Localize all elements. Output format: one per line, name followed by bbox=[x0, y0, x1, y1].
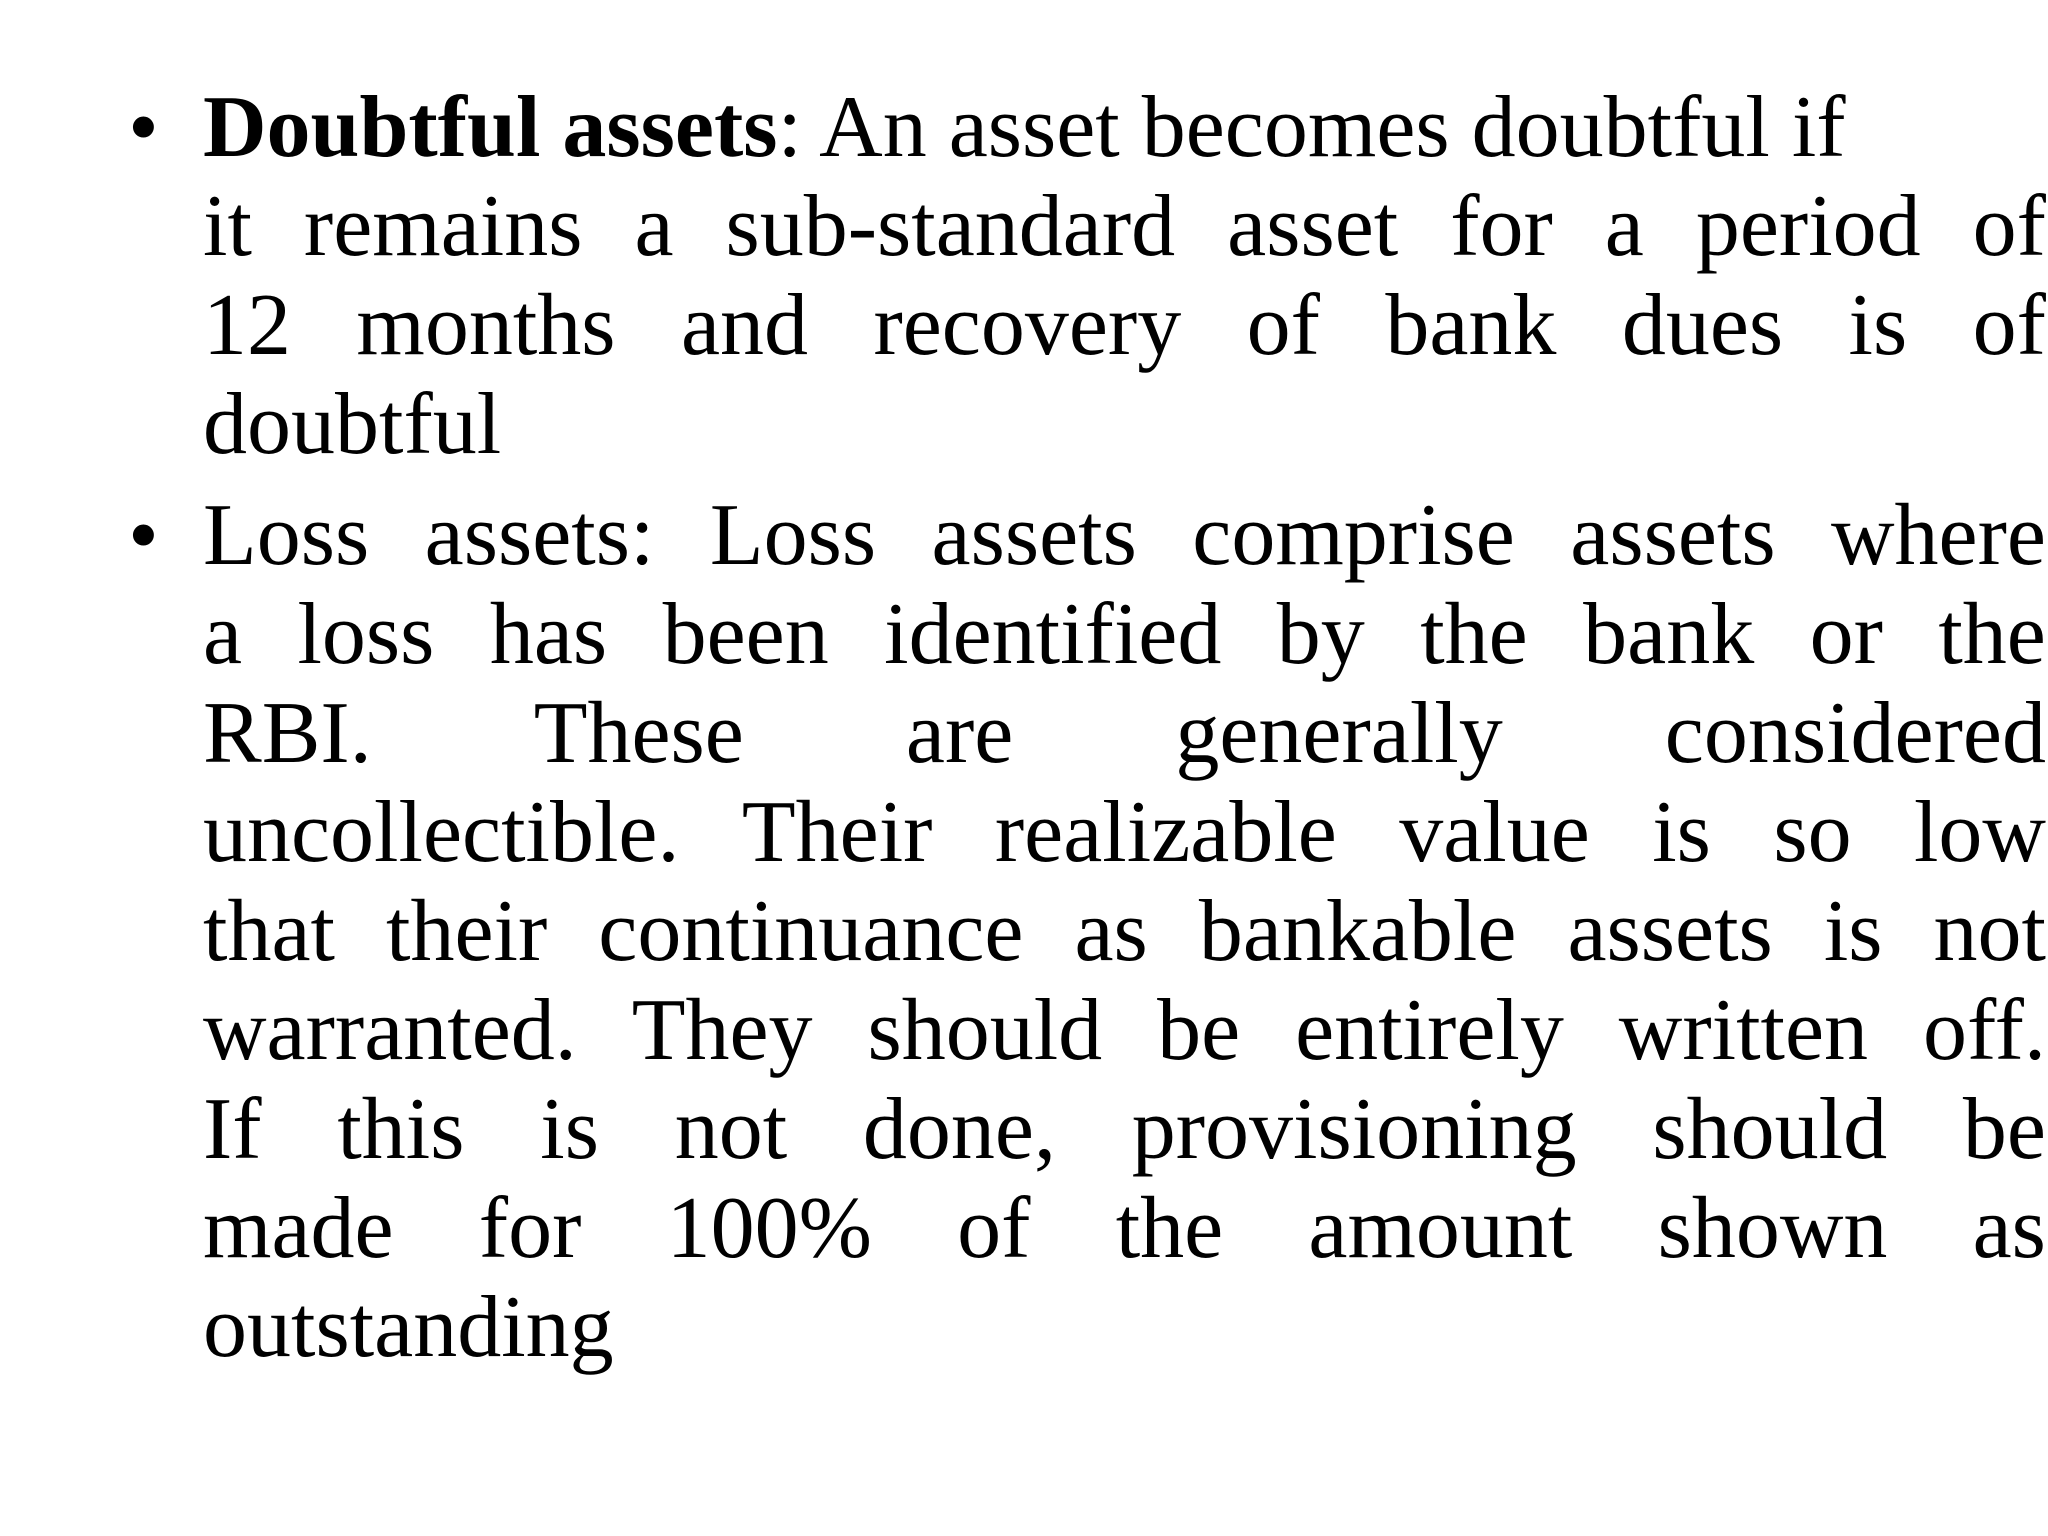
text-line bbox=[203, 684, 2046, 783]
word: Loss bbox=[709, 487, 877, 584]
word: amount bbox=[1308, 1180, 1573, 1277]
word: period bbox=[1695, 178, 1921, 275]
word: uncollectible. bbox=[203, 784, 680, 881]
word: as bbox=[1972, 1180, 2046, 1277]
text-line-last bbox=[203, 1278, 1948, 1377]
word: Loss bbox=[203, 487, 370, 584]
text-line bbox=[203, 177, 2046, 276]
word: not bbox=[1933, 883, 2046, 980]
bullet-icon: • bbox=[128, 487, 159, 584]
word: continuance bbox=[598, 883, 1024, 980]
word: of bbox=[1246, 277, 1320, 374]
word: made bbox=[203, 1180, 394, 1277]
term-description: : An asset becomes doubtful if bbox=[777, 79, 1846, 176]
text-line bbox=[203, 1080, 2046, 1179]
word: 12 bbox=[203, 277, 291, 374]
word: low bbox=[1913, 784, 2046, 881]
word: for bbox=[478, 1180, 582, 1277]
word: shown bbox=[1657, 1180, 1888, 1277]
word: outstanding bbox=[203, 1279, 614, 1376]
word: bank bbox=[1385, 277, 1557, 374]
word: entirely bbox=[1295, 982, 1564, 1079]
word: where bbox=[1831, 487, 2046, 584]
word: off. bbox=[1922, 982, 2046, 1079]
word: is bbox=[1848, 277, 1908, 374]
word: assets bbox=[1567, 883, 1773, 980]
word: If bbox=[203, 1081, 262, 1178]
word: for bbox=[1450, 178, 1553, 275]
text-line bbox=[203, 486, 2046, 585]
word: warranted. bbox=[203, 982, 577, 1079]
word: RBI. bbox=[203, 685, 372, 782]
word: it bbox=[203, 178, 252, 275]
word: assets bbox=[931, 487, 1137, 584]
word: provisioning bbox=[1131, 1081, 1577, 1178]
word: 100% bbox=[666, 1180, 872, 1277]
word: identified bbox=[884, 586, 1222, 683]
text-line bbox=[203, 981, 2046, 1080]
word: are bbox=[905, 685, 1014, 782]
word: their bbox=[386, 883, 548, 980]
word: assets bbox=[1570, 487, 1776, 584]
word: is bbox=[540, 1081, 599, 1178]
bullet-list bbox=[118, 78, 2046, 1389]
word: doubtful bbox=[203, 376, 502, 473]
word: realizable bbox=[994, 784, 1337, 881]
word: Their bbox=[741, 784, 933, 881]
text-line bbox=[203, 585, 2046, 684]
word: remains bbox=[303, 178, 583, 275]
word: been bbox=[662, 586, 829, 683]
text-line bbox=[203, 882, 2046, 981]
word: of bbox=[1972, 277, 2046, 374]
word: a bbox=[634, 178, 674, 275]
word: They bbox=[631, 982, 813, 1079]
bullet-item-doubtful-assets bbox=[118, 78, 2046, 474]
word: a bbox=[1604, 178, 1644, 275]
word: the bbox=[1115, 1180, 1224, 1277]
word: a bbox=[203, 586, 243, 683]
word: comprise bbox=[1192, 487, 1515, 584]
text-line bbox=[203, 1179, 2046, 1278]
word: so bbox=[1773, 784, 1852, 881]
word: not bbox=[674, 1081, 788, 1178]
word: this bbox=[337, 1081, 465, 1178]
word: loss bbox=[297, 586, 435, 683]
text-line-last bbox=[203, 375, 1948, 474]
word: of bbox=[1972, 178, 2046, 275]
word: considered bbox=[1664, 685, 2046, 782]
word: bankable bbox=[1198, 883, 1517, 980]
word: generally bbox=[1175, 685, 1503, 782]
word: of bbox=[957, 1180, 1031, 1277]
word: written bbox=[1618, 982, 1869, 1079]
word: These bbox=[533, 685, 744, 782]
word: as bbox=[1074, 883, 1148, 980]
word: be bbox=[1157, 982, 1241, 1079]
word: be bbox=[1962, 1081, 2046, 1178]
text-line bbox=[203, 783, 2046, 882]
word: dues bbox=[1621, 277, 1784, 374]
word: done, bbox=[862, 1081, 1056, 1178]
word: bank bbox=[1583, 586, 1755, 683]
word: should bbox=[1652, 1081, 1888, 1178]
word: assets: bbox=[424, 487, 655, 584]
word: by bbox=[1276, 586, 1365, 683]
word: should bbox=[867, 982, 1103, 1079]
word: sub-standard bbox=[725, 178, 1176, 275]
word: the bbox=[1938, 586, 2046, 683]
bullet-icon: • bbox=[128, 79, 159, 176]
word: recovery bbox=[873, 277, 1182, 374]
text-line bbox=[203, 78, 2046, 177]
word: the bbox=[1420, 586, 1528, 683]
word: and bbox=[680, 277, 809, 374]
word: that bbox=[203, 883, 335, 980]
word: months bbox=[356, 277, 616, 374]
word: or bbox=[1809, 586, 1883, 683]
word: is bbox=[1823, 883, 1883, 980]
text-line bbox=[203, 276, 2046, 375]
word: is bbox=[1652, 784, 1711, 881]
word: asset bbox=[1227, 178, 1399, 275]
term-label: Doubtful assets bbox=[203, 79, 778, 176]
word: value bbox=[1399, 784, 1590, 881]
bullet-item-loss-assets bbox=[118, 486, 2046, 1377]
word: has bbox=[489, 586, 608, 683]
